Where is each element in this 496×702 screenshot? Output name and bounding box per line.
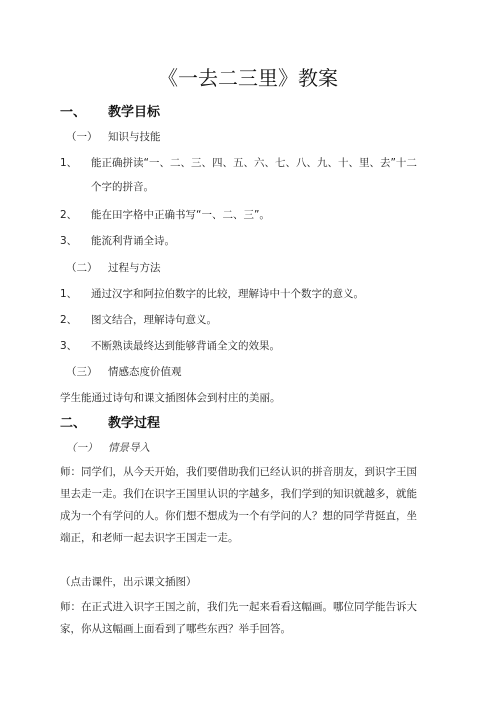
list-item-text: 能流利背诵全诗。 [91, 235, 175, 247]
section-number: 二、 [60, 416, 87, 431]
attitude-text: 学生能通过诗句和课文插图体会到村庄的美丽。 [60, 392, 281, 404]
teacher-paragraph-2 [60, 596, 440, 640]
teacher-paragraph-1 [60, 461, 440, 549]
paragraph-line: 家，你从这幅画上面看到了哪些东西？举手回答。 [60, 623, 291, 635]
list-item-text: 通过汉字和阿拉伯数字的比较，理解诗中十个数字的意义。 [91, 288, 364, 300]
list-item-continuation: 个字的拼音。 [91, 181, 154, 193]
subsection-title: 情感态度价值观 [108, 366, 182, 378]
subsection-number: （一） [66, 131, 98, 143]
paragraph-line: 成为一个有学问的人。你们想不想成为一个有学问的人？想的同学背挺直，坐 [60, 510, 417, 522]
list-item-text: 不断熟读最终达到能够背诵全文的效果。 [91, 340, 280, 352]
courseware-note: （点击课件，出示课文插图） [60, 576, 197, 588]
section-title: 教学过程 [108, 416, 161, 431]
list-item-number: 3、 [60, 235, 78, 247]
paragraph-line: 端正，和老师一起去识字王国走一走。 [60, 532, 239, 544]
section-number: 一、 [60, 105, 87, 120]
list-item-number: 1、 [60, 288, 78, 300]
subsection-number: （一） [66, 442, 98, 454]
subsection-number: （三） [66, 366, 98, 378]
subsection-title: 情景导入 [108, 442, 150, 454]
section-title: 教学目标 [108, 105, 161, 120]
document-title: 《一去二三里》教案 [158, 66, 338, 90]
list-item-number: 2、 [60, 209, 78, 221]
paragraph-line: 里去走一走。我们在识字王国里认识的字越多，我们学到的知识就越多，就能 [60, 488, 417, 500]
subsection-title: 过程与方法 [108, 262, 161, 274]
paragraph-line: 师：同学们，从今天开始，我们要借助我们已经认识的拼音朋友，到识字王国 [60, 466, 417, 478]
paragraph-line: 师：在正式进入识字王国之前，我们先一起来看看这幅画。哪位同学能告诉大 [60, 601, 417, 613]
list-item-text: 能正确拼读“一、二、三、四、五、六、七、八、九、十、里、去”十二 [91, 157, 417, 169]
list-item-number: 2、 [60, 314, 78, 326]
list-item-text: 能在田字格中正确书写“一、二、三”。 [91, 209, 270, 221]
subsection-number: （二） [66, 262, 98, 274]
subsection-title: 知识与技能 [108, 131, 161, 143]
list-item-number: 1、 [60, 157, 78, 169]
list-item-text: 图文结合，理解诗句意义。 [91, 314, 217, 326]
list-item-number: 3、 [60, 340, 78, 352]
